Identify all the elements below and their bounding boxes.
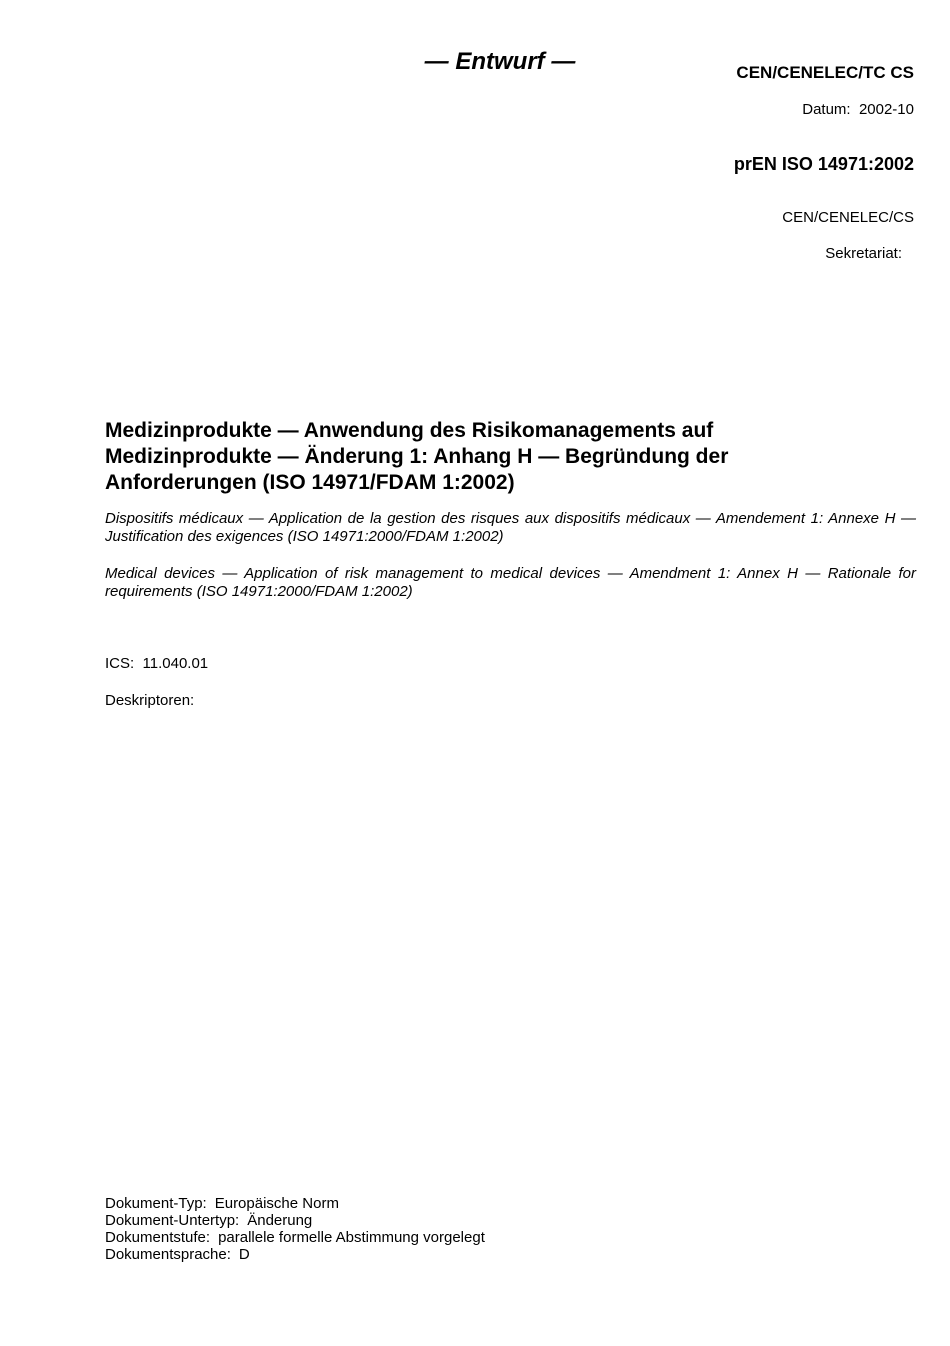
ics-value: 11.040.01 [142,655,209,672]
document-info-block [105,1195,485,1263]
doc-info-label: Dokumentstufe: [105,1229,211,1246]
descriptors-label: Deskriptoren: [105,692,195,709]
document-number: prEN ISO 14971:2002 [733,154,914,174]
doc-info-label: Dokumentsprache: [105,1246,231,1263]
secretariat-body: CEN/CENELEC/CS [782,209,914,226]
document-date [802,101,914,118]
doc-info-row-subtype [105,1212,485,1229]
doc-info-row-type [105,1195,485,1212]
title-english: Medical devices — Application of risk management to medical devices — Amendment 1: Annex H — Rationale for requirements (ISO 14971:2000/FDAM 1:2002) [105,565,916,600]
doc-info-value: Europäische Norm [214,1195,339,1212]
doc-info-row-stage [105,1229,485,1246]
doc-info-row-language [105,1246,485,1263]
draft-watermark: — Entwurf — [424,48,576,75]
doc-info-label: Dokument-Typ: [105,1195,207,1212]
ics-label: ICS: [105,655,135,672]
doc-info-value: parallele formelle Abstimmung vorgelegt [218,1229,485,1246]
ics-classification [105,655,208,672]
date-value: 2002-10 [858,101,914,118]
doc-info-value: Änderung [247,1212,313,1229]
doc-info-value: D [238,1246,250,1263]
title-french: Dispositifs médicaux — Application de la gestion des risques aux dispositifs médicaux — Amendement 1: Annexe H — Justification des exigences (ISO 14971:2000/FDAM 1:2002) [105,510,916,545]
committee-name: CEN/CENELEC/TC CS [736,63,914,82]
date-label: Datum: [802,101,851,118]
doc-info-label: Dokument-Untertyp: [105,1212,240,1229]
title-german: Medizinprodukte — Anwendung des Risikomanagements auf Medizinprodukte — Änderung 1: Anhang H — Begründung der Anforderungen (ISO 14971/FDAM 1:2002) [105,419,729,494]
secretariat-label: Sekretariat: [825,245,902,262]
